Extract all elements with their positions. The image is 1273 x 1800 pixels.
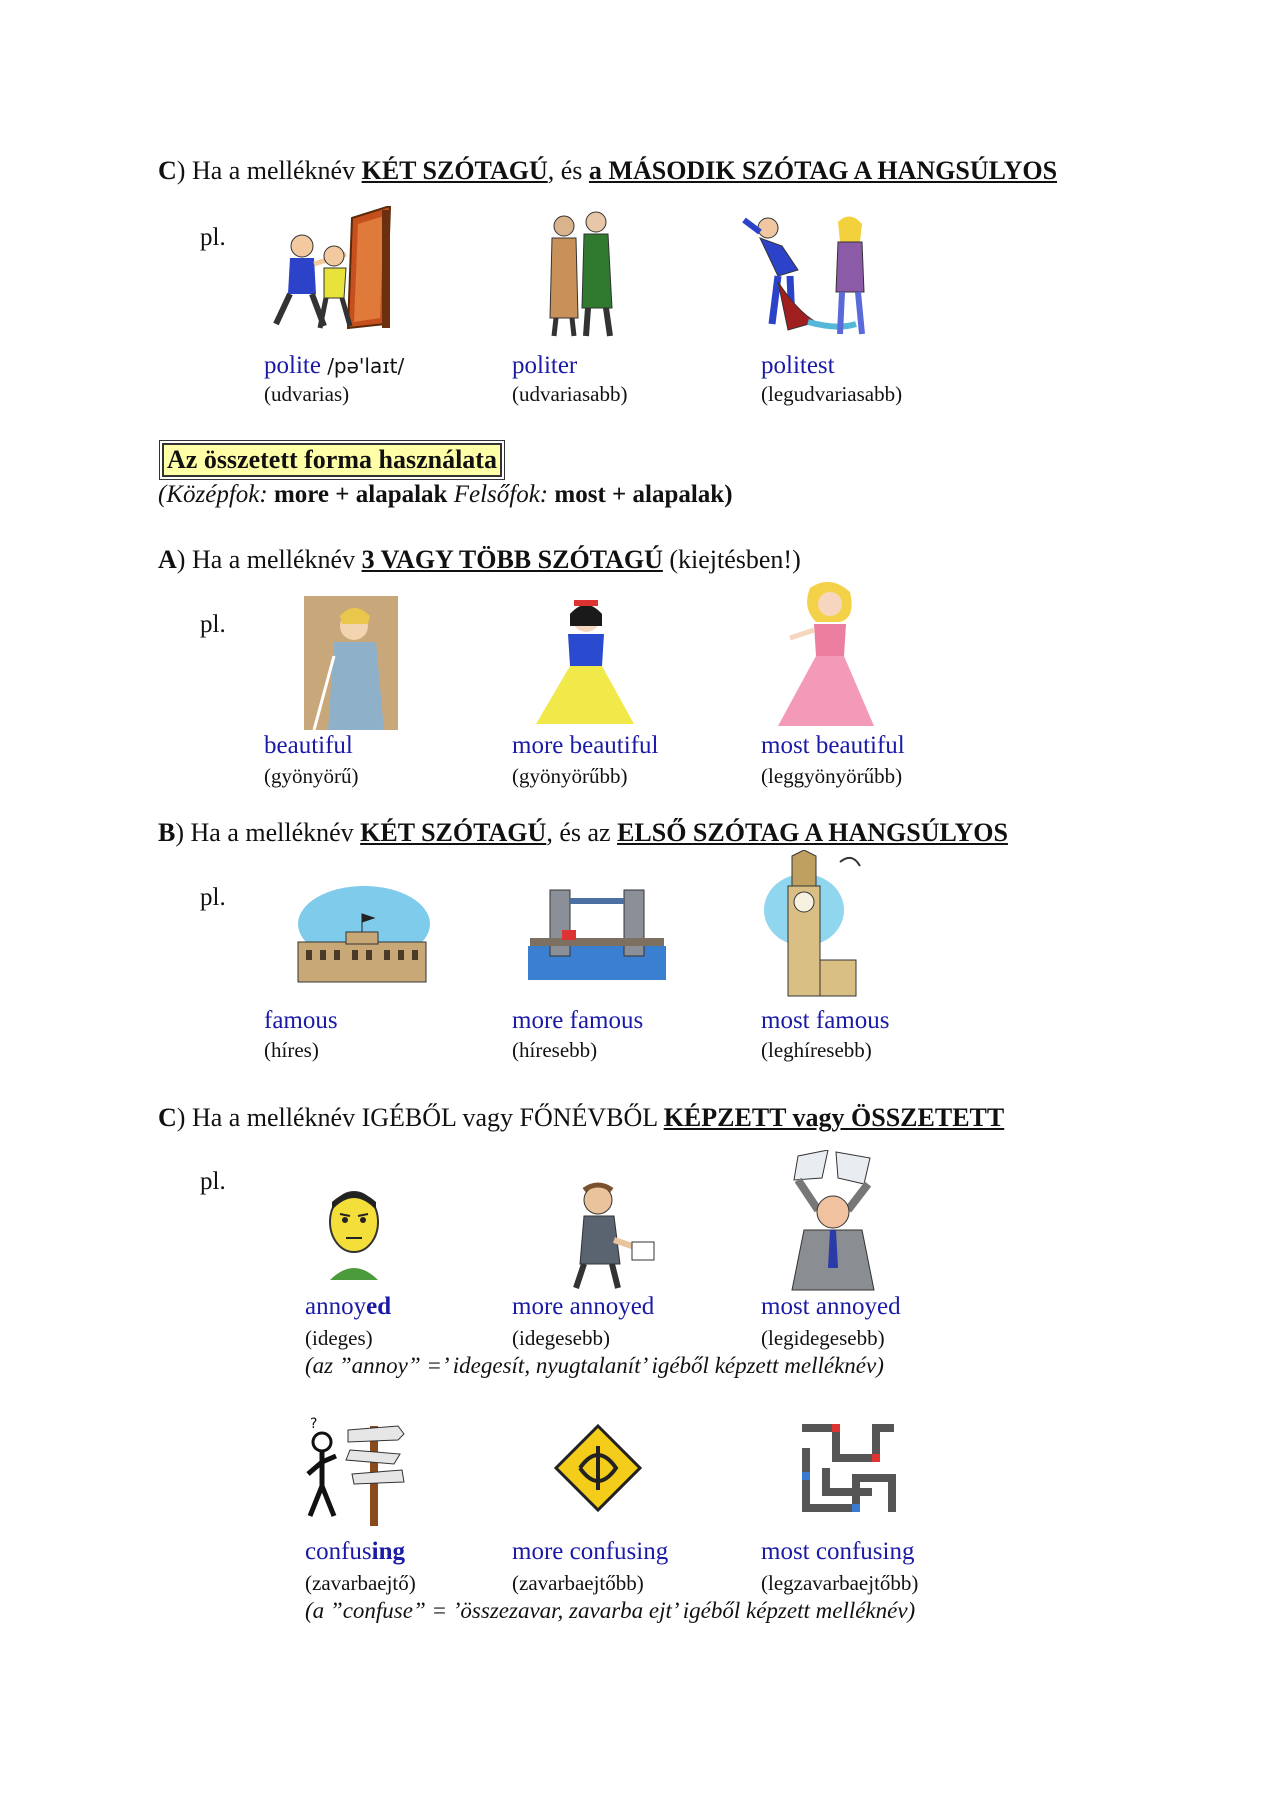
comparative-rule: more + alapalak — [273, 481, 448, 508]
compound-form-box: Az összetett forma használata — [162, 443, 502, 477]
translation: (zavarbaejtő) — [305, 1571, 416, 1595]
word-politer: politer — [512, 352, 578, 379]
palace-illustration — [292, 884, 432, 990]
underlined-term: ELSŐ SZÓTAG A HANGSÚLYOS — [617, 818, 1008, 847]
translation: (idegesebb) — [512, 1326, 610, 1350]
word-more-beautiful: more beautiful — [512, 732, 659, 759]
underlined-term: 3 VAGY TÖBB SZÓTAGÚ — [361, 545, 663, 574]
section-b-heading — [158, 818, 1008, 848]
phonetic-transcription: /pə'laɪt/ — [327, 354, 405, 378]
translation: (legudvariasabb) — [761, 382, 903, 406]
translation: (legidegesebb) — [761, 1326, 885, 1350]
underlined-term: KÉPZETT vagy ÖSSZETETT — [663, 1103, 1005, 1132]
section-letter: C — [158, 156, 177, 185]
translation: (híresebb) — [512, 1038, 598, 1062]
example-label: pl. — [200, 884, 226, 911]
heading-text: ) Ha a melléknév — [176, 156, 362, 185]
underlined-term: KÉT SZÓTAGÚ — [361, 156, 548, 185]
heading-text: , és az — [546, 818, 618, 847]
example-label: pl. — [200, 611, 226, 638]
word-famous: famous — [264, 1007, 338, 1034]
example-label: pl. — [200, 224, 226, 251]
translation: (leghíresebb) — [761, 1038, 872, 1062]
snow-white-illustration — [530, 596, 640, 730]
princess-illustration — [770, 578, 880, 730]
underlined-term: KÉT SZÓTAGÚ — [360, 818, 547, 847]
superlative-rule: most + alapalak) — [554, 481, 733, 508]
translation: (udvarias) — [264, 382, 350, 406]
politer-couple-illustration — [540, 208, 620, 340]
example-label: pl. — [200, 1168, 226, 1195]
section-c2-heading — [158, 1103, 1004, 1133]
word-most-annoyed: most annoyed — [761, 1293, 901, 1320]
compound-form-description — [158, 481, 733, 509]
most-annoyed-man-illustration — [778, 1150, 888, 1294]
confusing-sign-illustration — [554, 1424, 642, 1512]
word-most-confusing: most confusing — [761, 1538, 915, 1565]
word-suffix: ed — [366, 1293, 392, 1320]
more-annoyed-man-illustration — [562, 1180, 662, 1290]
word-more-famous: more famous — [512, 1007, 644, 1034]
translation: (híres) — [264, 1038, 319, 1062]
section-letter: B — [158, 818, 176, 847]
word-beautiful: beautiful — [264, 732, 353, 759]
word-most-beautiful: most beautiful — [761, 732, 905, 759]
word-text: polite — [264, 352, 321, 379]
cinderella-illustration — [304, 596, 398, 730]
word-stem: confus — [305, 1538, 372, 1565]
big-ben-illustration — [756, 850, 876, 1000]
translation: (gyönyörű) — [264, 764, 359, 788]
politest-cloak-illustration — [738, 212, 888, 342]
word-more-confusing: more confusing — [512, 1538, 669, 1565]
tower-bridge-illustration — [524, 876, 670, 986]
annoy-note: (az ”annoy” =’ idegesít, nyugtalanít’ igéből képzett melléknév) — [305, 1353, 884, 1378]
word-more-annoyed: more annoyed — [512, 1293, 655, 1320]
section-letter: A — [158, 545, 177, 574]
translation: (zavarbaejtőbb) — [512, 1571, 644, 1595]
underlined-term: a MÁSODIK SZÓTAG A HANGSÚLYOS — [588, 156, 1058, 185]
polite-door-illustration — [262, 206, 412, 336]
superlative-label: Felsőfok: — [447, 481, 555, 508]
translation: (legzavarbaejtőbb) — [761, 1571, 919, 1595]
translation: (gyönyörűbb) — [512, 764, 628, 788]
heading-text: (kiejtésben!) — [662, 545, 801, 574]
confuse-note: (a ”confuse” = ’összezavar, zavarba ejt’ igéből képzett melléknév) — [305, 1598, 916, 1623]
heading-text: ) Ha a melléknév IGÉBŐL vagy FŐNÉVBŐL — [176, 1103, 664, 1132]
word-politest: politest — [761, 352, 835, 379]
section-letter: C — [158, 1103, 177, 1132]
comparative-label: (Középfok: — [158, 481, 274, 508]
word-stem: annoy — [305, 1293, 367, 1320]
section-a-heading — [158, 545, 801, 575]
maze-pipes-illustration — [796, 1418, 900, 1518]
heading-text: , és — [547, 156, 589, 185]
heading-text: ) Ha a melléknév — [175, 818, 361, 847]
svg-text:?: ? — [310, 1416, 318, 1432]
word-suffix: ing — [371, 1538, 406, 1565]
annoyed-face-illustration — [324, 1186, 384, 1280]
translation: (leggyönyörűbb) — [761, 764, 903, 788]
word-confusing — [305, 1538, 405, 1566]
word-annoyed — [305, 1293, 391, 1321]
translation: (ideges) — [305, 1326, 373, 1350]
confused-signpost-illustration — [300, 1416, 412, 1528]
translation: (udvariasabb) — [512, 382, 628, 406]
word-most-famous: most famous — [761, 1007, 890, 1034]
heading-text: ) Ha a melléknév — [176, 545, 362, 574]
word-polite — [264, 352, 404, 380]
section-c1-heading — [158, 156, 1057, 186]
